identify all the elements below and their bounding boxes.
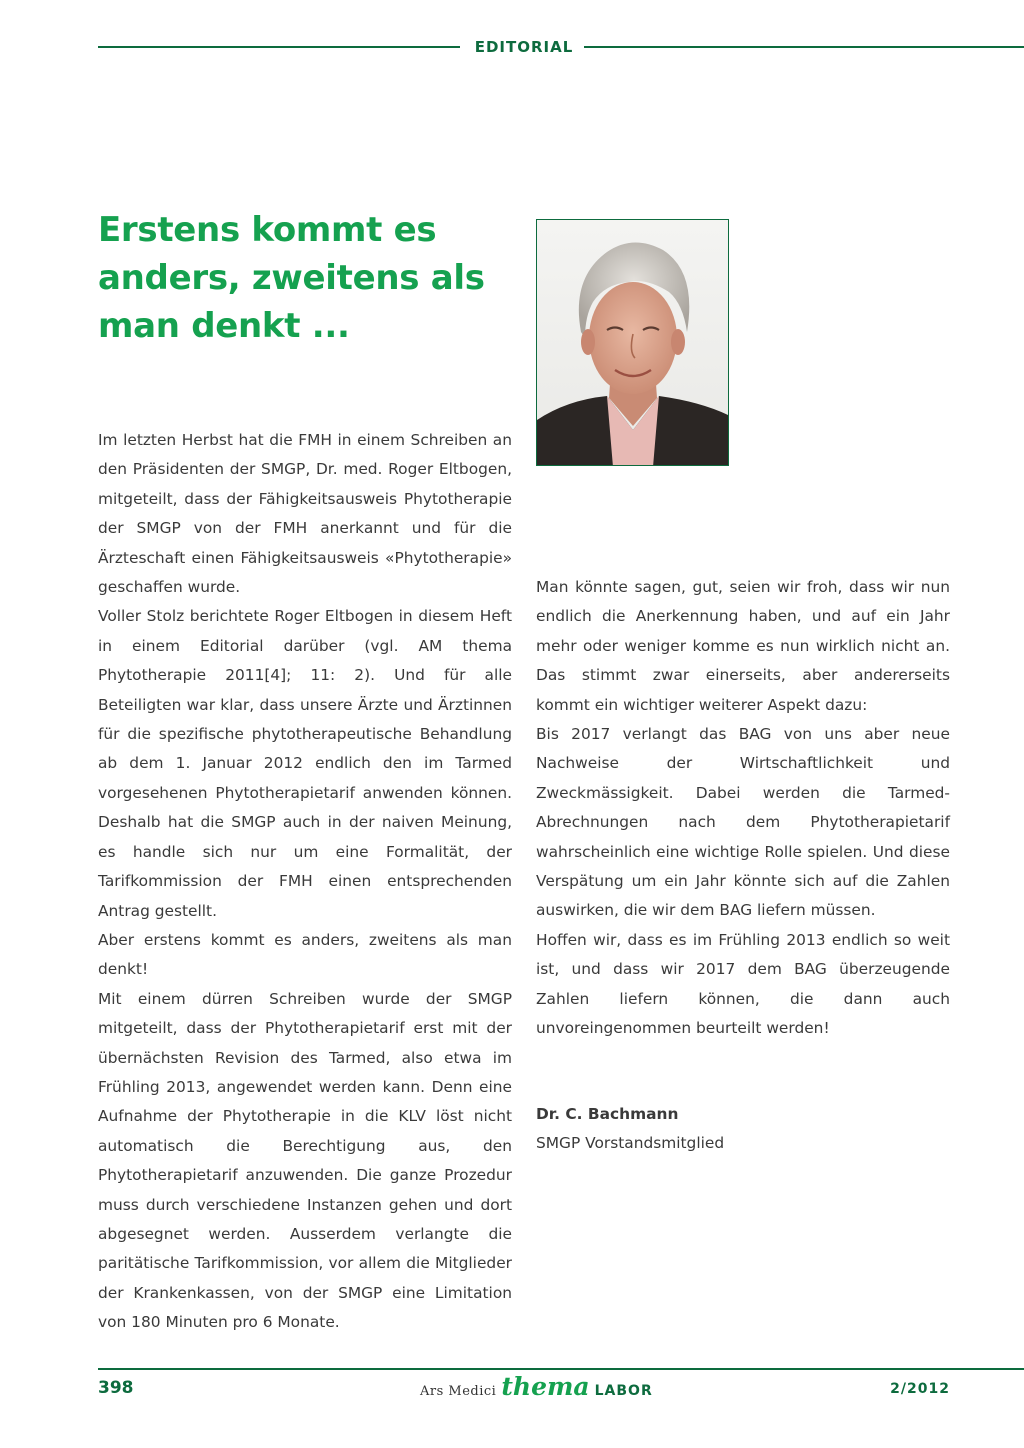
header-rule-right [584, 46, 1024, 48]
footer-rule [98, 1368, 1024, 1370]
paragraph: Man könnte sagen, gut, seien wir froh, dass wir nun endlich die Anerkennung haben, und auf ein Jahr mehr oder weniger komme es nun wirklich nicht an. Das stimmt zwar einerseits, aber andererseits kommt ein wichtiger weiterer Aspekt dazu: [536, 578, 950, 714]
brand-thema: thema [501, 1372, 590, 1401]
section-label: EDITORIAL [474, 38, 574, 56]
article-column-right [536, 573, 950, 1044]
author-portrait-photo [536, 219, 729, 466]
brand-labor: LABOR [594, 1383, 653, 1399]
paragraph: Mit einem dürren Schreiben wurde der SMGP mitgeteilt, dass der Phytotherapietarif erst mit der übernächsten Revision des Tarmed, also etwa im Frühling 2013, angewendet werden kann. Denn eine Aufnahme der Phytotherapie in die KLV löst nicht automatisch die Berechtigung aus, den Phytotherapietarif anzuwenden. Die ganze Prozedur muss durch verschiedene Instanzen gehen und dort abgesegnet werden. Ausserdem verlangte die paritätische Tarifkommission, vor allem die Mitglieder der Krankenkassen, von der SMGP eine Limitation von 180 Minuten pro 6 Monate. [98, 989, 512, 1332]
author-name: Dr. C. Bachmann [536, 1105, 679, 1123]
page-number: 398 [98, 1378, 134, 1398]
paragraph: Bis 2017 verlangt das BAG von uns aber neue Nachweise der Wirtschaftlichkeit und Zweckmässigkeit. Dabei werden die Tarmed-Abrechnungen nach dem Phytotherapietarif wahrscheinlich eine wichtige Rolle spielen. Und diese Verspätung um ein Jahr könnte sich auf die Zahlen auswirken, die wir dem BAG liefern müssen. [536, 725, 950, 920]
brand-ars-medici: Ars Medici [420, 1384, 497, 1399]
article-column-left [98, 426, 512, 1338]
paragraph: Hoffen wir, dass es im Frühling 2013 endlich so weit ist, und dass wir 2017 dem BAG überzeugende Zahlen liefern können, die dann auch unvoreingenommen beurteilt werden! [536, 930, 950, 1038]
issue-number: 2/2012 [890, 1381, 950, 1397]
article-title: Erstens kommt es anders, zweitens als man denkt ... [98, 210, 485, 346]
paragraph: Im letzten Herbst hat die FMH in einem Schreiben an den Präsidenten der SMGP, Dr. med. Roger Eltbogen, mitgeteilt, dass der Fähigkeitsausweis Phytotherapie der SMGP von der FMH anerkannt und für die Ärzteschaft einen Fähigkeitsausweis «Phytotherapie» geschaffen wurde. [98, 431, 512, 597]
paragraph: Aber erstens kommt es anders, zweitens als man denkt! [98, 930, 512, 979]
publication-logo [420, 1372, 653, 1404]
header-rule-left [98, 46, 460, 48]
author-role: SMGP Vorstandsmitglied [536, 1134, 725, 1152]
paragraph: Voller Stolz berichtete Roger Eltbogen in diesem Heft in einem Editorial darüber (vgl. AM thema Phytotherapie 2011[4]; 11: 2). Und für alle Beteiligten war klar, dass unsere Ärzte und Ärztinnen für die spezifische phytotherapeutische Behandlung ab dem 1. Januar 2012 endlich den im Tarmed vorgesehenen Phytotherapietarif anwenden können. Deshalb hat die SMGP auch in der naiven Meinung, es handle sich nur um eine Formalität, der Tarifkommission der FMH einen entsprechenden Antrag gestellt. [98, 607, 512, 920]
